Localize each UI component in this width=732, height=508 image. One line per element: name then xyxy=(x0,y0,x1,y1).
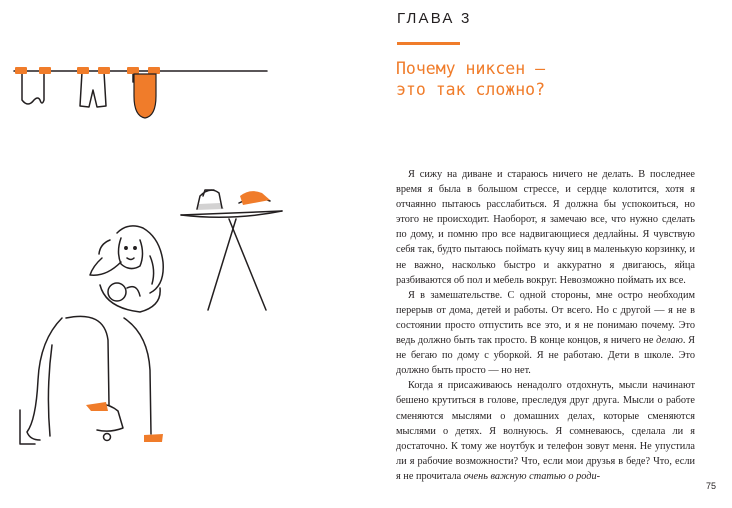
chapter-divider xyxy=(397,42,460,45)
folded-laundry-icon xyxy=(240,191,270,205)
paragraph-3-text-a: Когда я присаживаюсь ненадолго отдохнуть, мысли начинают бешено крутиться в голове, преследуя друг друга. Мысли о работе сменяются мыслями о домашних делах, которые сменяются мыслями о детях. Я волнуюсь. Я сомневаюсь, сделала ли я достаточно. К тому же ноутбук и телефон зовут меня. Не упустила ли я рабочие возможности? Что, если мои друзья в беде? Что, если я не прочитала xyxy=(396,380,695,482)
orange-onesie-drawing xyxy=(134,74,156,118)
right-slipper-icon xyxy=(144,434,163,442)
chapter-body xyxy=(396,167,695,484)
chapter-label: ГЛАВА 3 xyxy=(397,10,472,27)
paragraph-2-text-b: . Я не бегаю по дому с уборкой. Я не работаю. Дети в школе. Это должно быть просто — но нет. xyxy=(396,335,695,377)
iron-base-icon xyxy=(196,203,224,210)
paragraph-2 xyxy=(396,288,695,379)
ironing-board-drawing xyxy=(181,190,282,310)
paragraph-3-emphasis: очень важную статью о роди- xyxy=(463,470,601,482)
paragraph-3 xyxy=(396,378,695,484)
paragraph-2-emphasis: делаю xyxy=(656,335,683,347)
left-slipper-icon xyxy=(86,402,108,411)
chapter-title: Почему никсен — это так сложно? xyxy=(396,59,546,99)
woman-drawing xyxy=(20,226,163,444)
page-number: 75 xyxy=(706,481,717,491)
paragraph-2-text-a: Я в замешательстве. С одной стороны, мне остро необходим перерыв от дома, детей и работы. От всего. Но с другой — я не в состоянии просто отпустить все это, и я не понимаю почему. Это ведь должно быть так просто. В конце концов, я ничего не xyxy=(396,289,695,347)
paragraph-1: Я сижу на диване и стараюсь ничего не делать. В последнее время я была в большом стрессе, и сердце колотится, хотя я отчаянно пытаюсь расслабиться. Я должна бы успокоиться, но этого не происходит. Наоборот, я замечаю все, что нужно сделать по дому, и помню про все надвигающиеся дедлайны. Я чувствую себя так, будто пытаюсь поймать кучу яиц в маленькую корзинку, и не важно, насколько быстро и аккуратно я двигаюсь, яйца разбиваются об пол и мебель вокруг. Невозможно поймать их все. xyxy=(396,169,695,286)
